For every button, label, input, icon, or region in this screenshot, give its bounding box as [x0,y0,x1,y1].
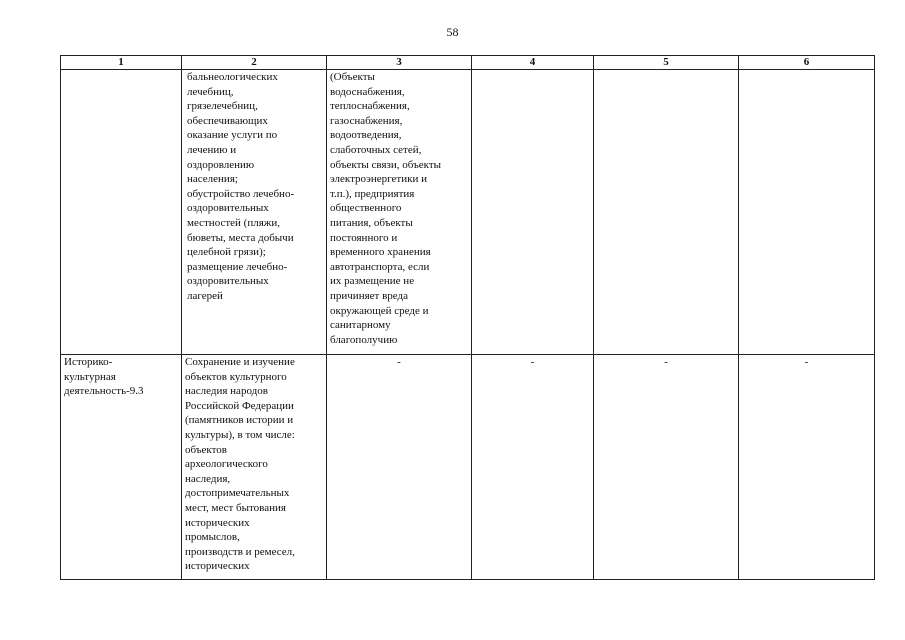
regulations-table [60,55,875,580]
table-row [61,355,875,580]
column-header-2: 2 [182,56,327,70]
table-cell: - [472,355,594,580]
table-cell: - [327,355,472,580]
table-cell: - [594,355,739,580]
page-number: 58 [446,25,459,39]
column-header-5: 5 [594,56,739,70]
table-cell: Сохранение и изучение объектов культурного наследия народов Российской Федерации (памятников истории и культуры), в том числе: объектов археологического наследия, достопримечательных мест, мест бытования исторических промыслов, производств и ремесел, исторических [182,355,327,580]
table-row [61,70,875,355]
table-cell [594,70,739,355]
table-cell: (Объекты водоснабжения, теплоснабжения, газоснабжения, водоотведения, слаботочных сетей, объекты связи, объекты электроэнергетики и т.п.), предприятия общественного питания, объекты постоянного и временного хранения автотранспорта, если их размещение не причиняет вреда окружающей среде и санитарному благополучию [327,70,472,355]
table-cell [61,70,182,355]
table-cell [472,70,594,355]
column-header-1: 1 [61,56,182,70]
column-header-6: 6 [739,56,875,70]
column-header-3: 3 [327,56,472,70]
column-header-4: 4 [472,56,594,70]
table-cell: Историко- культурная деятельность-9.3 [61,355,182,580]
table-cell [739,70,875,355]
table-cell: бальнеологических лечебниц, грязелечебниц, обеспечивающих оказание услуги по лечению и оздоровлению населения; обустройство лечебно- оздоровительных местностей (пляжи, бюветы, места добычи целебной грязи); размещение лечебно- оздоровительных лагерей [182,70,327,355]
header-row [61,56,875,70]
table-cell: - [739,355,875,580]
